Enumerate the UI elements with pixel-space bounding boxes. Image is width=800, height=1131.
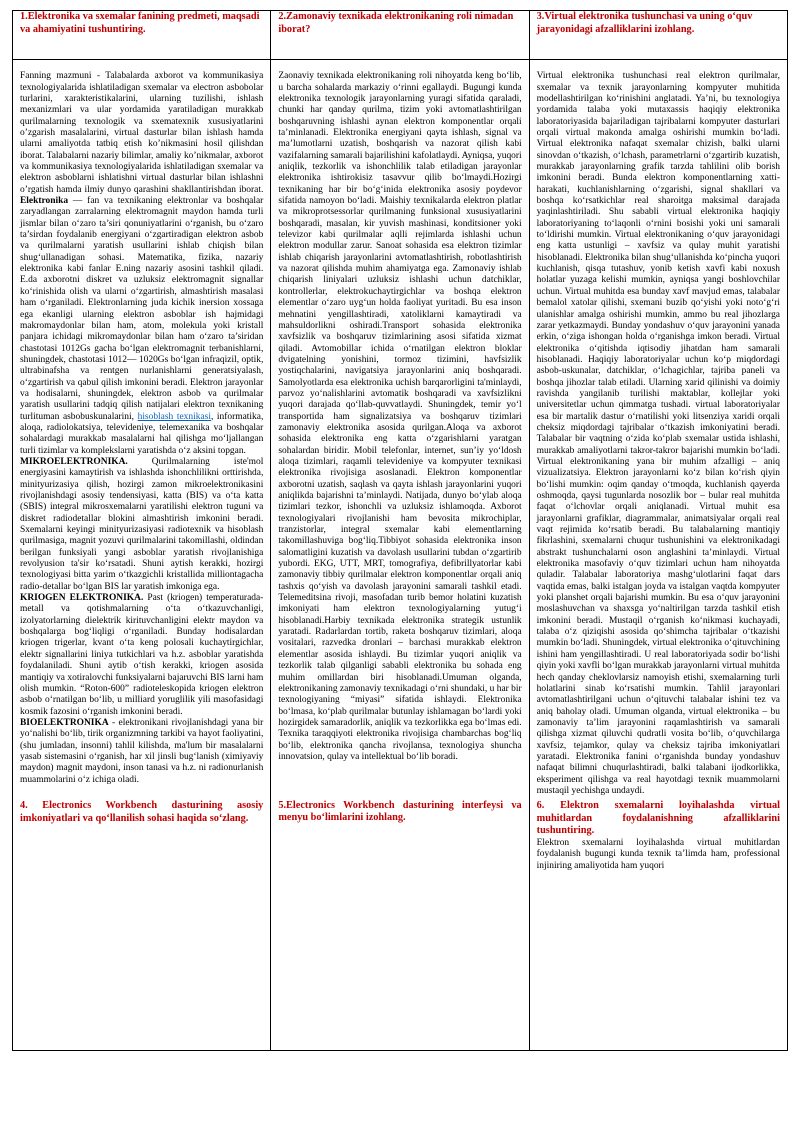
paragraph-electronics-intro xyxy=(20,71,263,457)
document-table xyxy=(12,10,788,1051)
header-row xyxy=(13,11,788,60)
paragraph-mikroelektronika xyxy=(20,457,263,593)
column-1 xyxy=(13,60,271,1051)
text-bioelektronika: - elektronikani rivojlanishdagi yana bir yo‘nalishi bo‘lib, tirik organizmning tarkibi va hayot faoliyatini, (shu jumladan, insonni) tahlil kilishda, ma'lum bir masalalarni yasab sistemasini o‘rganish, har xil jinsli bug‘lanish (ximiyaviy maydon) magnit maydoni, inson tanasi va h.z. ni radionurlanish muammolarini o‘z ichiga oladi. xyxy=(20,717,264,785)
text-fan-mazmuni: Fanning mazmuni - Talabalarda axborot va kommunikasiya texnologiyalarida ishlatiladigan sxemalar va electron asbobolar turlarini, xarakteristikalarini, ularning tuzilishi, ishlash mexanizmlari va ular yordamida yaratiladigan murakkab qurilmalarning texnologik va sxematexnik xususiyatlarini o’zgarish masalalarini, virtual dasturlar bilan ishlash hamda ularni amaliyotda tatbiq etish ko’nikmasini hosil qilishdan iborat. Talabalarni nazariy bilimlar, amaliy ko’nikmalar, axborot va kommunikasiya texnologiyalarida ishlatiladigan sxemalar va elektron asboblarni ishlatishni virtual dasturlar bilan ishlashni o’rgatish hamda ilmiy dunyo qarashini shakllantirishdan iborat. xyxy=(20,71,264,195)
paragraph-virtual-design: Elektron sxemalarni loyihalashda virtual muhitlardan foydalanish bugungi kunda texnik ta’limda ham, professional injiniring amaliyotida ham yuqori xyxy=(536,838,780,871)
paragraph-modern-tech: Zaonaviy texnikada elektronikaning roli nihoyatda keng bo‘lib, u barcha sohalarda markaziy o‘rinni egallaydi. Bugungi kunda elektronika texnologik jarayonlarning yuragi sifatida qaraladi, chunki har qanday qurilma, tizim yoki avtomatlashtirilgan boshqaruvning ishlashi aynan elektron komponentlar orqali ta’minlanadi. Elektronika energiyani qayta ishlash, signal va ma’lumotlarni uzatish, boshqarish va nazorat qilish kabi vazifalarning samarali bajarilishini kafolatlaydi. Ayniqsa, yuqori aniqlik, tezkorlik va ishonchlilik talab etiladigan jarayonlar elektronika ishtirokisiz tasavvur qilib bo‘lmaydi.Hozirgi texnikaning har bir bo‘g‘inida elektronika asosiy poydevor sifatida namoyon bo‘ladi. Maishiy texnikalarda elektron platlar va mikroprotsessorlar qurilmaning funksional xususiyatlarini boshqaradi, masalan, kir yuvish mashinasi, konditsioner yoki televizor kabi qurilmalar aqlli rejimlarda ishlashi uchun elektron modullar zarur. Sanoat sohasida esa elektron tizimlar ishlab chiqarish jarayonlarini avtomatlashtirish, robotlashtirish va nazorat qilishda muhim ahamiyatga ega. Zamonaviy ishlab chiqarish liniyalari uzluksiz ishlashi uchun datchiklar, kontrollerlar, elektrokuchaytirgichlar va boshqa elektron elementlar o‘zaro uyg‘un holda faoliyat yuritadi. Bu esa inson mehnatini yengillashtiradi, xatoliklarni kamaytiradi va mahsuldorlikni oshiradi.Transport sohasida elektronika xavfsizlik va boshqaruv tizimlarining asosi sifatida xizmat qiladi. Avtomobillar ichida o‘rnatilgan elektron bloklar dvigatelning yonishini, tormoz tizimini, havfsizlik yostiqchalarini, navigatsiya jarayonlarini aniq boshqaradi. Samolyotlarda esa elektronika uchish barqarorligini ta'minlaydi, parvoz yo‘nalishlarini avtomatik boshqaradi va xavfsizlikni yuqori darajada qo‘llab-quvvatlaydi. Shuningdek, temir yo‘l transportida ham signalizatsiya va boshqaruv tizimlari zamonaviy elektronika asosida qurilgan.Aloqa va axborot sohasida elektronika eng katta o‘zgarishlarni yaratgan sohalardan biridir. Mobil telefonlar, internet, sun’iy yo‘ldosh aloqa tizimlari, raqamli televideniye va kompyuter texnikasi elektronika rivojisiga asoslanadi. Elektron komponentlar axborotni uzatish, saqlash va qayta ishlash jarayonlarini yuqori aniqlikda bajarishni ta’minlaydi. Natijada, dunyo bo‘ylab aloqa tizimlari tezkor, ishonchli va uzluksiz ishlamoqda. Axborot texnologiyalari rivojlanishi ham bevosita mikrochiplar, tranzistorlar, integral sxemalar kabi elementlarning takomillashuviga bog‘liq.Tibbiyot sohasida elektronika inson salomatligini kuzatish va davolash usullarini tubdan o‘zgartirib yubordi. EKG, UTT, MRT, tomografiya, defibrillyatorlar kabi zamonaviy tibbiy qurilmalar elektron komponentlar orqali aniq tashxis qo‘yish va davolash jarayonini samarali tashkil etadi. Telemeditsina rivoji, masofadan turib bemor holatini kuzatish imkoniyati ham elektron texnologiyalarning yutug‘i hisoblanadi.Harbiy texnikada elektronika strategik ustunlik yaratadi. Radarlardan tortib, raketa boshqaruv tizimlari, aloqa vositalari, razvedka dronlari – barchasi murakkab elektron elementlar asosida ishlaydi. Bu tizimlar yuqori aniqlik va tezkorlik talab qilganligi sababli elektronika bu sohada eng muhim omillardan biri hisoblanadi.Umuman olganda, elektronikaning zamonaviy texnikadagi o‘rni shundaki, u har bir texnologiyaning “miyasi” sifatida ishlaydi. Elektronika bo‘lmasa, ko‘plab qurilmalar butunlay ishlamagan bo‘lardi yoki hozirgidek samaradorlik, aniqlik va tezkorlikka ega bo‘lmas edi. Texnika taraqqiyoti elektronika rivojisiga chambarchas bog‘liq bo‘lib, elektronika qancha rivojlansa, texnologiya shuncha innovatsion, qulay va intellektual bo‘lib boradi. xyxy=(278,71,522,762)
heading-question-5: 5.Electronics Workbench dasturining interfeysi va menyu bo‘limlarini izohlang. xyxy=(278,799,522,824)
text-mikroelektronika: Qurilmalarning iste'mol energiyasini kamaytirish va ishlashda ishonchlilikni orttirishda, minityurizasiya qilish, hozirgi zamon mikroelektronikasini rivojlanishdagi asosiy tendensiyasi, katta (BIS) va o‘ta katta (SBIS) integral mikrosxemalarni yaratilishi elektron tuguni va diskret radiodetallar blokini almashtirish imkonini beradi. Sxemalarni keyingi minityurizasiyasi radiotexnik va hisoblash qurilmasiga, magnit yozuvi qurilmalarini takomillashi, oldindan berilgan funksiyali yangi asboblar yaratish rivojlanishiga revolyusion ta'sir ko‘rsatadi. Shuni aytish kerakki, hozirgi texnologiyasi bitta yarim o‘tkazgichli kristallida milliontagacha radio-detallar bo‘lgan BIS lar yaratish imkoniga ega. xyxy=(20,456,264,592)
heading-question-4: 4. Electronics Workbench dasturining asosiy imkoniyatlari va qo‘llanilish sohasi haqida so‘zlang. xyxy=(20,800,264,824)
term-mikroelektronika: MIKROELEKTRONIKA. xyxy=(20,456,128,467)
text-elektronika-end: , informatika, aloqa, radiolokatsiya, televideniye, telemexanika va boshqalar sohalardagi murakkab masalalarni hal qilishga mo‘ljallangan turli tizimlar va komplekslarni yaratishda o‘z aksini topgan. xyxy=(20,411,264,456)
paragraph-bioelektronika xyxy=(20,718,263,786)
heading-question-3: 3.Virtual elektronika tushunchasi va uning o‘quv jarayonidagi afzalliklarini izohlang. xyxy=(529,11,787,60)
heading-question-2: 2.Zamonaviy texnikada elektronikaning roli nimadan iborat? xyxy=(271,11,529,60)
heading-question-6: 6. Elektron sxemalarni loyihalashda virtual muhitlardan foydalanishning afzalliklarini tushuntiring. xyxy=(536,800,780,837)
content-row xyxy=(13,60,788,1051)
text-elektronika-definition: — fan va texnikaning elektronlar va boshqalar zaryadlangan zarralarning elektromagnit maydon hamda turli jismlar bilan o‘zaro ta’siri qonuniyatlarini o‘rganish, bu o‘zaro ta’sirdan foydalanib energiyani o‘zgartiradigan elektron asbob va qurilmalarni yaratish usullarini ishlab chiqish bilan shug‘ullanadigan sohasi. Matematika, fizika, nazariy elektronika kabi fanlar E.ning nazariy asosini tashkil qiladi. E.da axborotni diskret va uzluksiz elektromagnit signallar ko‘rinishida olish va ularni o‘zgartirish, almashtirish masalasi ham o‘rganiladi. Elektronlarning juda kichik inersion xossaga ega ekanligi ularning elektron asboblar ish hajmidagi makromaydonlar bilan ham, atom, molekula yoki kristall panjara ichidagi mikromaydonlar bilan ham o‘zaro ta’siridan chastotasi 1012Gs gacha bo‘lgan elektromagnit terbanishlarni, shuningdek, chastotasi 1012— 1020Gs bo‘lgan infraqizil, optik, ultrabinafsha va rentgen nurlanishlarni generatsiyalash, o‘zgartirish va qabul qilish imkonini beradi. Elektron jarayonlar va hodisalarni, shuningdek, elektron asbob va qurilmalar yaratish usullarini tadqiq qilish natijalari elektron texnikaning turlituman asbobuskunalarini, xyxy=(20,196,264,422)
term-bioelektronika: BIOELEKTRONIKA xyxy=(20,717,109,728)
link-hisoblash-texnikasi[interactable]: hisoblash texnikasi xyxy=(137,411,211,422)
paragraph-virtual-electronics: Virtual elektronika tushunchasi real elektron qurilmalar, sxemalar va texnik jarayonlarning kompyuter muhitida modellashtirilgan ko‘rinishini anglatadi. Ya’ni, bu texnologiya yordamida talaba yoki mutaxassis haqiqiy elektronika laboratoriyasida bajariladigan tajribalarni kompyuter dasturlari orqali virtual makonda amalga oshirishi mumkin bo‘ladi. Virtual elektronika nafaqat sxemalar chizish, balki ularni sinovdan o‘tkazish, o‘lchash, parametrlarni o‘zgartirib kuzatish, murakkab jarayonlarning grafik tarzda tahlilini olib borish imkonini beradi. Bunda elektron komponentlarning xatti-harakati, kuchlanishlarning o‘zgarishi, signal shakllari va boshqa ko‘rsatkichlar real sharoitga maksimal darajada yaqinlashtiriladi. Shu sababli virtual elektronika haqiqiy laboratoriyaning to‘laqonli o‘rnini bosishi yoki uni samarali to‘ldirishi mumkin. Virtual elektronikaning o‘quv jarayonidagi eng katta ustunligi – xavfsiz va qulay muhit yaratishi hisoblanadi. Elektronika bilan shug‘ullanishda ko‘pincha yuqori kuchlanish, qisqa tutashuv, yonib ketish xavfi kabi noxush holatlar yuzaga kelishi mumkin, ayniqsa yangi boshlovchilar uchun. Virtual muhitda esa bunday xavf mavjud emas, talabalar bemalol xatolar qilishi, sxemani buzib qo‘yishi yoki noto‘g‘ri ulanishlar amalga oshirishi mumkin, ammo bu real jihozlarga zarar yetkazmaydi. Bunday yondashuv o‘quv jarayonini yanada erkin, o‘ziga ishongan holda o‘rganishga imkon beradi. Virtual elektronika o‘qitishda iqtisodiy jihatdan ham samarali hisoblanadi. Haqiqiy laboratoriyalar uchun ko‘p miqdordagi asbob-uskunalar, datchiklar, o‘lchagichlar, tajriba paneli va boshqa jihozlar talab etiladi. Ularning xarid qilinishi va doimiy ravishda yangilanib turilishi maktablar, kollejlar yoki universitetlar uchun qimmatga tushadi. virtual laboratoriyalar esa bir martalik dastur o‘rnatilishi yoki litsenziya xaridi orqali cheksiz miqdordagi tajribalar o‘tkazish imkoniyatini beradi. Talabalar bir vaqtning o‘zida ko‘plab sxemalar ustida ishlashi, murakkab amaliyotlarni takror-takror bajarishi mumkin bo‘ladi. Virtual elektronikaning yana bir muhim afzalligi – aniq vizualizatsiya. Elektron jarayonlarni ko‘z bilan ko‘rish qiyin bo‘lishi mumkin: oqim qanday o‘tmoqda, kuchlanish qayerda oshmoqda, qaysi tugunlarda nosozlik bor – bular real muhitda faqat o‘lchovlar orqali aniqlanadi. Virtual muhit esa jarayonlarni grafiklar, diagrammalar, animatsiyalar orqali real vaqt rejimida ko‘rsatib beradi. Bu talabalarning mantiqiy fikrlashini, sxemalarni chuqur tushunishini va elektronikadagi abstrakt tushunchalarni oson anglashini ta’minlaydi. Virtual elektronika masofaviy o‘quv tizimlari uchun ham nihoyatda quladir. Talabalar laboratoriya mashg‘ulotlarini faqat dars vaqtida emas, balki istalgan joyda va istalgan vaqtda kompyuter yoki planshet orqali bajarishi mumkin. Bu esa o‘quv jarayonini moslashuvchan va shaxsga yo‘naltirilgan tarzda tashkil etish imkonini beradi. Mustaqil o‘rganish ko‘nikmasi kuchayadi, talaba o‘z qiziqishi asosida qo‘shimcha tajribalar o‘tkazishi mumkin bo‘ladi. Shuningdek, virtual elektronika o‘qituvchining ishini ham yengillashtiradi. U real laboratoriyada sodir bo‘lishi qiyin yoki xavfli bo‘lgan murakkab jarayonlarni virtual muhitda hech qanday cheklovlarsiz namoyish etishi, sxemalarning turli holatlarini sinab ko‘rsatishi mumkin. Tahlil jarayonlari avtomatlashtirilgani uchun o‘qituvchi talabalar ishini tez va aniq baholay oladi. Umuman olganda, virtual elektronika – bu zamonaviy ta’lim jarayonini raqamlashtirish va samarali qilishga xizmat qiluvchi qudratli vosita bo‘lib, o‘quvchilarga xavfsiz, tejamkor, qulay va cheksiz tajriba imkoniyatlari yaratadi. Elektronika fanini o‘rganishda bunday yondashuv nafaqat bilimni chuqurlashtiradi, balki talabani ijodkorlikka, eksperiment qilishga va real hayotdagi texnik muammolarni mustaqil yechishga undaydi. xyxy=(536,71,780,796)
term-kriogen: KRIOGEN ELEKTRONIKA. xyxy=(20,593,144,604)
heading-question-1: 1.Elektronika va sxemalar fanining predmeti, maqsadi va ahamiyatini tushuntiring. xyxy=(13,11,271,60)
column-3 xyxy=(529,60,787,1051)
term-elektronika: Elektronika xyxy=(20,196,69,207)
column-2 xyxy=(271,60,529,1051)
text-kriogen: Past (kriogen) temperaturada-metall va qotishmalarning o‘ta o‘tkazuvchanligi, izolyatorlarning dielektrik kirituvchanligini elektr maydon va boshqalarga bog‘liqligi o‘rganiladi. Bunday hodisalardan kriogen trigerlar, kvant o‘ta keng polosali kuchaytirgichlar, elektr signallarini liniya tutkichlari va h.z. asboblar yaratishda foydalaniladi. Shuni aytib o‘tish kerakki, kriogen asosida mantiqiy va xotiralovchi funksiyalarni bajaruvchi BIS larni ham olish mumkin. “Roton-600” radioteleskopida kriogen elektron asbob o‘rnatilgan bo‘lib, u milliard yoruglilik yili masofasidagi kosmik fazosini o‘rganish imkonini beradi. xyxy=(20,593,264,717)
paragraph-kriogen xyxy=(20,593,263,718)
